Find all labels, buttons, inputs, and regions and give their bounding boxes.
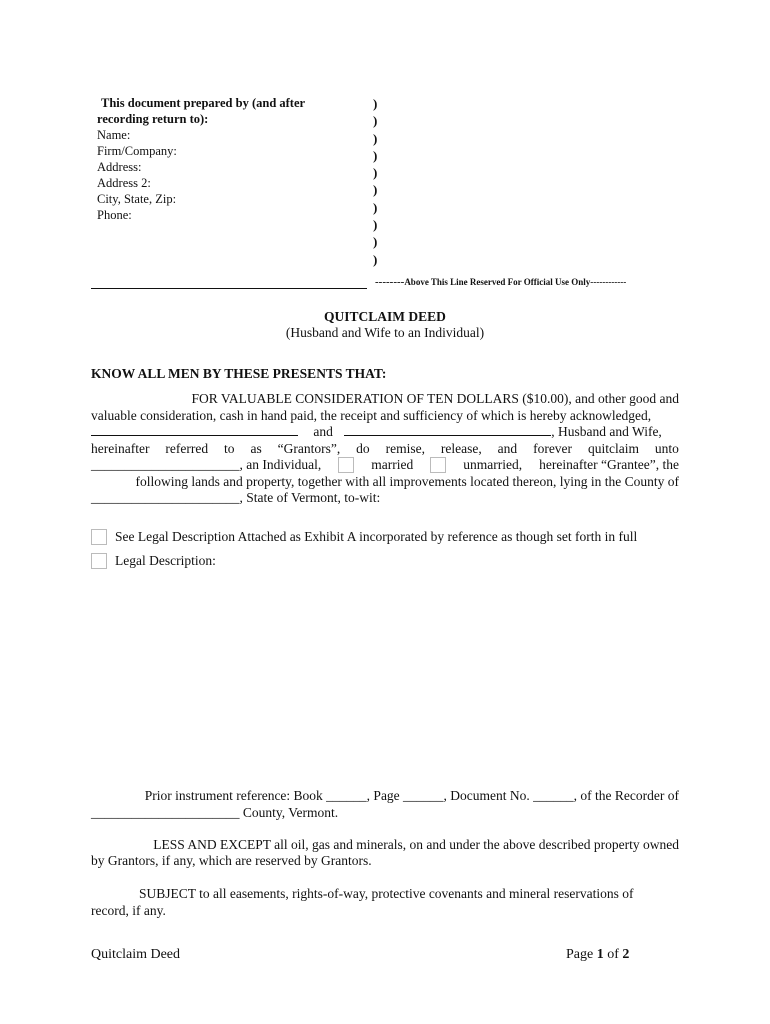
legal-description-option <box>91 553 216 569</box>
grantor-1-blank[interactable] <box>91 423 298 436</box>
page-number: Page 1 of 2 <box>566 947 630 962</box>
body-line-7: ______________________, State of Vermont, to-wit: <box>91 490 381 505</box>
preparer-heading-1: This document prepared by (and after <box>101 96 306 110</box>
exhibit-label: See Legal Description Attached as Exhibit A incorporated by reference as though set forth in full <box>115 529 638 544</box>
legal-description-checkbox[interactable] <box>91 553 107 569</box>
unmarried-label: unmarried, <box>463 457 523 472</box>
preparer-city-label: City, State, Zip: <box>97 192 177 206</box>
preparer-block <box>97 95 305 223</box>
exhibit-checkbox[interactable] <box>91 529 107 545</box>
body-line-4: hereinafter referred to as “Grantors”, do remise, release, and forever quitclaim unto <box>91 441 679 456</box>
body-line-5: ______________________, an Individual, married unmarried, hereinafter “Grantee”, the <box>91 457 679 472</box>
preparer-name-label: Name: <box>97 128 131 142</box>
body-line-3: and , Husband and Wife, <box>91 423 679 440</box>
less-except-line-2: by Grantors, if any, which are reserved by Grantors. <box>91 853 372 868</box>
preparer-firm-label: Firm/Company: <box>97 144 177 158</box>
preparer-address2-label: Address 2: <box>97 176 151 190</box>
grantor-2-blank[interactable] <box>344 423 551 436</box>
grantee-blank[interactable]: ______________________, an Individual, <box>91 457 322 472</box>
document-subtitle: (Husband and Wife to an Individual) <box>285 325 485 340</box>
intro-heading: KNOW ALL MEN BY THESE PRESENTS THAT: <box>91 366 387 381</box>
document-title: QUITCLAIM DEED <box>324 309 446 324</box>
footer-title: Quitclaim Deed <box>91 947 181 962</box>
reserved-note: --------Above This Line Reserved For Official Use Only------------ <box>375 276 627 288</box>
body-line-6: following lands and property, together with all improvements located thereon, lying in the County of <box>135 474 679 489</box>
subject-line-1: SUBJECT to all easements, rights-of-way, protective covenants and mineral reservations of <box>139 886 634 901</box>
bracket-column: ) ) ) ) ) ) ) ) ) ) <box>373 96 378 267</box>
exhibit-option <box>91 529 637 545</box>
legal-description-label: Legal Description: <box>115 553 216 568</box>
body-line-2: valuable consideration, cash in hand paid, the receipt and sufficiency of which is hereby acknowledged, <box>91 408 652 423</box>
married-checkbox[interactable] <box>338 457 354 473</box>
less-except-line-1: LESS AND EXCEPT all oil, gas and minerals, on and under the above described property owned <box>153 837 679 852</box>
subject-line-2: record, if any. <box>91 903 166 918</box>
married-label: married <box>371 457 414 472</box>
body-line-1: FOR VALUABLE CONSIDERATION OF TEN DOLLARS ($10.00), and other good and <box>191 391 679 406</box>
prior-reference-line-1: Prior instrument reference: Book ______, Page ______, Document No. ______, of the Recorder of <box>144 788 679 803</box>
signature-divider <box>91 288 367 289</box>
preparer-phone-label: Phone: <box>97 208 132 222</box>
prior-reference-line-2: ______________________ County, Vermont. <box>91 805 339 820</box>
preparer-address-label: Address: <box>97 160 142 174</box>
preparer-heading-2: recording return to): <box>97 112 209 126</box>
unmarried-checkbox[interactable] <box>430 457 446 473</box>
